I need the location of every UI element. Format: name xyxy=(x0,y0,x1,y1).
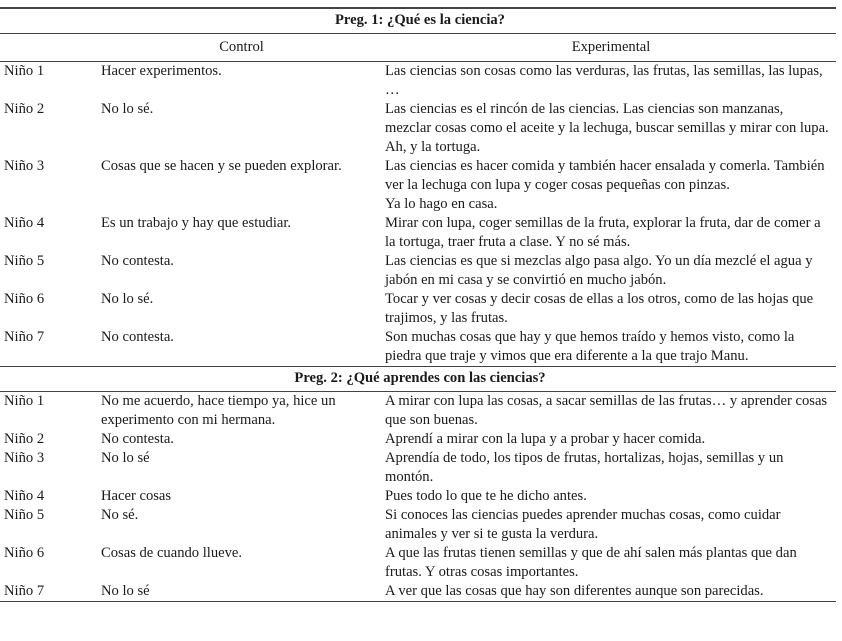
control-answer: Cosas que se hacen y se pueden explorar. xyxy=(101,158,342,174)
experimental-answer: Aprendí a mirar con la lupa y a probar y hacer comida. xyxy=(385,431,706,447)
question-1-title: Preg. 1: ¿Qué es la ciencia? xyxy=(0,8,836,34)
experimental-answer-text: Las ciencias es hacer comida y también hacer ensalada y comerla. También ver la lechuga con lupa y coger cosas pequeñas con pinzas. xyxy=(385,158,825,193)
control-answer: Hacer cosas xyxy=(101,488,172,504)
experimental-answer: Son muchas cosas que hay y que hemos traído y hemos visto, como la piedra que traje y vimos que era diferente a la que trajo Manu. xyxy=(385,329,795,364)
table-row xyxy=(0,252,836,290)
column-header-experimental: Experimental xyxy=(382,34,836,62)
results-table xyxy=(0,7,836,602)
control-answer: No lo sé. xyxy=(101,291,154,307)
child-label: Niño 3 xyxy=(4,158,45,174)
column-header-row xyxy=(0,34,836,62)
experimental-answer: A que las frutas tienen semillas y que de ahí salen más plantas que dan frutas. Y otras cosas importantes. xyxy=(385,545,797,580)
question-1-header-row xyxy=(0,8,836,34)
experimental-answer xyxy=(382,157,836,214)
control-answer: Cosas de cuando llueve. xyxy=(101,545,243,561)
table-row xyxy=(0,506,836,544)
child-label: Niño 3 xyxy=(4,450,45,466)
experimental-answer-text-2: Ya lo hago en casa. xyxy=(385,196,498,212)
experimental-answer: Pues todo lo que te he dicho antes. xyxy=(385,488,587,504)
child-label: Niño 4 xyxy=(4,488,45,504)
experimental-answer: Tocar y ver cosas y decir cosas de ellas a los otros, como de las hojas que trajimos, y las frutas. xyxy=(385,291,814,326)
experimental-answer-text-2: Ah, y la tortuga. xyxy=(385,139,481,155)
table-row xyxy=(0,487,836,506)
experimental-answer: Aprendía de todo, los tipos de frutas, hortalizas, hojas, semillas y un montón. xyxy=(385,450,784,485)
table-row xyxy=(0,62,836,101)
table-row xyxy=(0,157,836,214)
child-label: Niño 5 xyxy=(4,253,45,269)
column-header-control: Control xyxy=(97,34,382,62)
child-label: Niño 1 xyxy=(4,63,45,79)
control-answer: Hacer experimentos. xyxy=(101,63,222,79)
table-row xyxy=(0,582,836,602)
child-label: Niño 1 xyxy=(4,393,45,409)
control-answer: No lo sé. xyxy=(101,101,154,117)
table-row xyxy=(0,290,836,328)
control-answer: No me acuerdo, hace tiempo ya, hice un experimento con mi hermana. xyxy=(101,393,336,428)
experimental-answer: Mirar con lupa, coger semillas de la fruta, explorar la fruta, dar de comer a la tortuga, traer fruta a clase. Y no sé más. xyxy=(385,215,821,250)
control-answer: No contesta. xyxy=(101,329,174,345)
question-2-title: Preg. 2: ¿Qué aprendes con las ciencias? xyxy=(0,367,836,392)
child-label: Niño 2 xyxy=(4,431,45,447)
table-row xyxy=(0,430,836,449)
control-answer: No lo sé xyxy=(101,450,150,466)
child-label: Niño 7 xyxy=(0,582,97,602)
experimental-answer: Las ciencias es que si mezclas algo pasa algo. Yo un día mezclé el agua y jabón en mi casa y se convirtió en mucho jabón. xyxy=(385,253,813,288)
table-row xyxy=(0,328,836,367)
control-answer: Es un trabajo y hay que estudiar. xyxy=(101,215,292,231)
child-label: Niño 6 xyxy=(4,291,45,307)
experimental-answer: Las ciencias son cosas como las verduras, las frutas, las semillas, las lupas, … xyxy=(385,63,823,98)
table-row xyxy=(0,449,836,487)
experimental-answer: Si conoces las ciencias puedes aprender muchas cosas, como cuidar animales y ver si te gusta la verdura. xyxy=(385,507,781,542)
experimental-answer-text: Las ciencias es el rincón de las ciencias. Las ciencias son manzanas, mezclar cosas como el aceite y la lechuga, buscar semillas y mirar con lupa. xyxy=(385,101,829,136)
experimental-answer: A mirar con lupa las cosas, a sacar semillas de las frutas… y aprender cosas que son buenas. xyxy=(385,393,828,428)
child-label: Niño 2 xyxy=(4,101,45,117)
child-label: Niño 6 xyxy=(4,545,45,561)
table-row xyxy=(0,392,836,431)
control-answer: No contesta. xyxy=(101,431,174,447)
question-2-header-row xyxy=(0,367,836,392)
child-label: Niño 4 xyxy=(4,215,45,231)
control-answer: No contesta. xyxy=(101,253,174,269)
control-answer: No lo sé xyxy=(97,582,382,602)
table-row xyxy=(0,544,836,582)
table-row xyxy=(0,214,836,252)
child-label: Niño 7 xyxy=(4,329,45,345)
child-label: Niño 5 xyxy=(4,507,45,523)
table-row xyxy=(0,100,836,157)
control-answer: No sé. xyxy=(101,507,139,523)
experimental-answer: A ver que las cosas que hay son diferentes aunque son parecidas. xyxy=(382,582,836,602)
experimental-answer xyxy=(382,100,836,157)
column-header-blank xyxy=(0,34,97,62)
